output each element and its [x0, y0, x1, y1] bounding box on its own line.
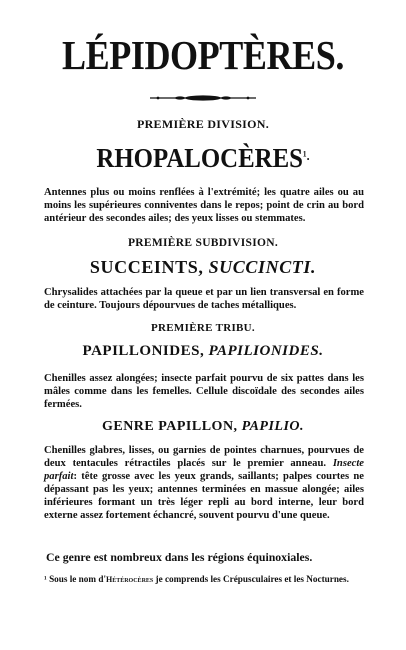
tribe-label: PREMIÈRE TRIBU. [151, 322, 255, 334]
footnote-text-before: Sous le nom d' [49, 574, 106, 584]
subdivision-description: Chrysalides attachées par la queue et par un lien transversal en forme de ceinture. Toujours dépourvues de taches métalliques. [44, 287, 364, 311]
footnote-marker: ¹. [302, 148, 310, 163]
footnote [44, 573, 364, 586]
division-label: PREMIÈRE DIVISION. [136, 117, 270, 131]
genus-name: GENRE PAPILLON, [101, 419, 238, 434]
page-title: LÉPIDOPTÈRES. [61, 32, 344, 78]
insect-label: Insecte parfait [44, 458, 364, 482]
genus-distribution-note: Ce genre est nombreux dans les régions équinoxiales. [46, 550, 313, 564]
subdivision-latin-name: SUCCINCTI. [208, 257, 317, 277]
genus-title [0, 419, 406, 435]
ornamental-rule [150, 94, 256, 102]
subdivision-title [0, 257, 406, 278]
subdivision-label: PREMIÈRE SUBDIVISION. [127, 237, 279, 249]
subdivision-name: SUCCEINTS, [89, 257, 204, 277]
genus-latin-name: PAPILIO. [241, 419, 305, 434]
tribe-description: Chenilles assez alongées; insecte parfait pourvu de six pattes dans les mâles comme dans les femelles. Cellule discoïdale des secondes ailes fermées. [44, 373, 364, 410]
footnote-term: Hétérocères [106, 575, 154, 584]
division-description: Antennes plus ou moins renflées à l'extrémité; les quatre ailes ou au moins les supérieures conniventes dans le repos; point de crin au bord antérieur des secondes ailes; des yeux lisses ou stemmates. [44, 187, 364, 224]
genus-description-larva: Chenilles glabres, lisses, ou garnies de pointes charnues, pourvues de deux tentacules rétractiles placés sur le premier anneau. [44, 445, 364, 469]
division-name: RHOPALOCÈRES [96, 143, 303, 173]
tribe-title [0, 343, 406, 360]
genus-description-adult: : tête grosse avec les yeux grands, saillants; palpes courtes ne dépassant pas les yeux; antennes terminées en massue alongée; ailes inférieures formant un très léger repli au bord interne, leur bord externe assez fortement échancré, souvent pourvu d'une queue. [44, 471, 364, 521]
footnote-text-after: je comprends les Crépusculaires et les Nocturnes. [153, 574, 349, 584]
division-title [16, 143, 390, 173]
genus-description [44, 444, 364, 522]
tribe-latin-name: PAPILIONIDES. [208, 343, 324, 359]
footnote-marker-bottom: ¹ [44, 574, 47, 584]
tribe-name: PAPILLONIDES, [82, 343, 205, 359]
